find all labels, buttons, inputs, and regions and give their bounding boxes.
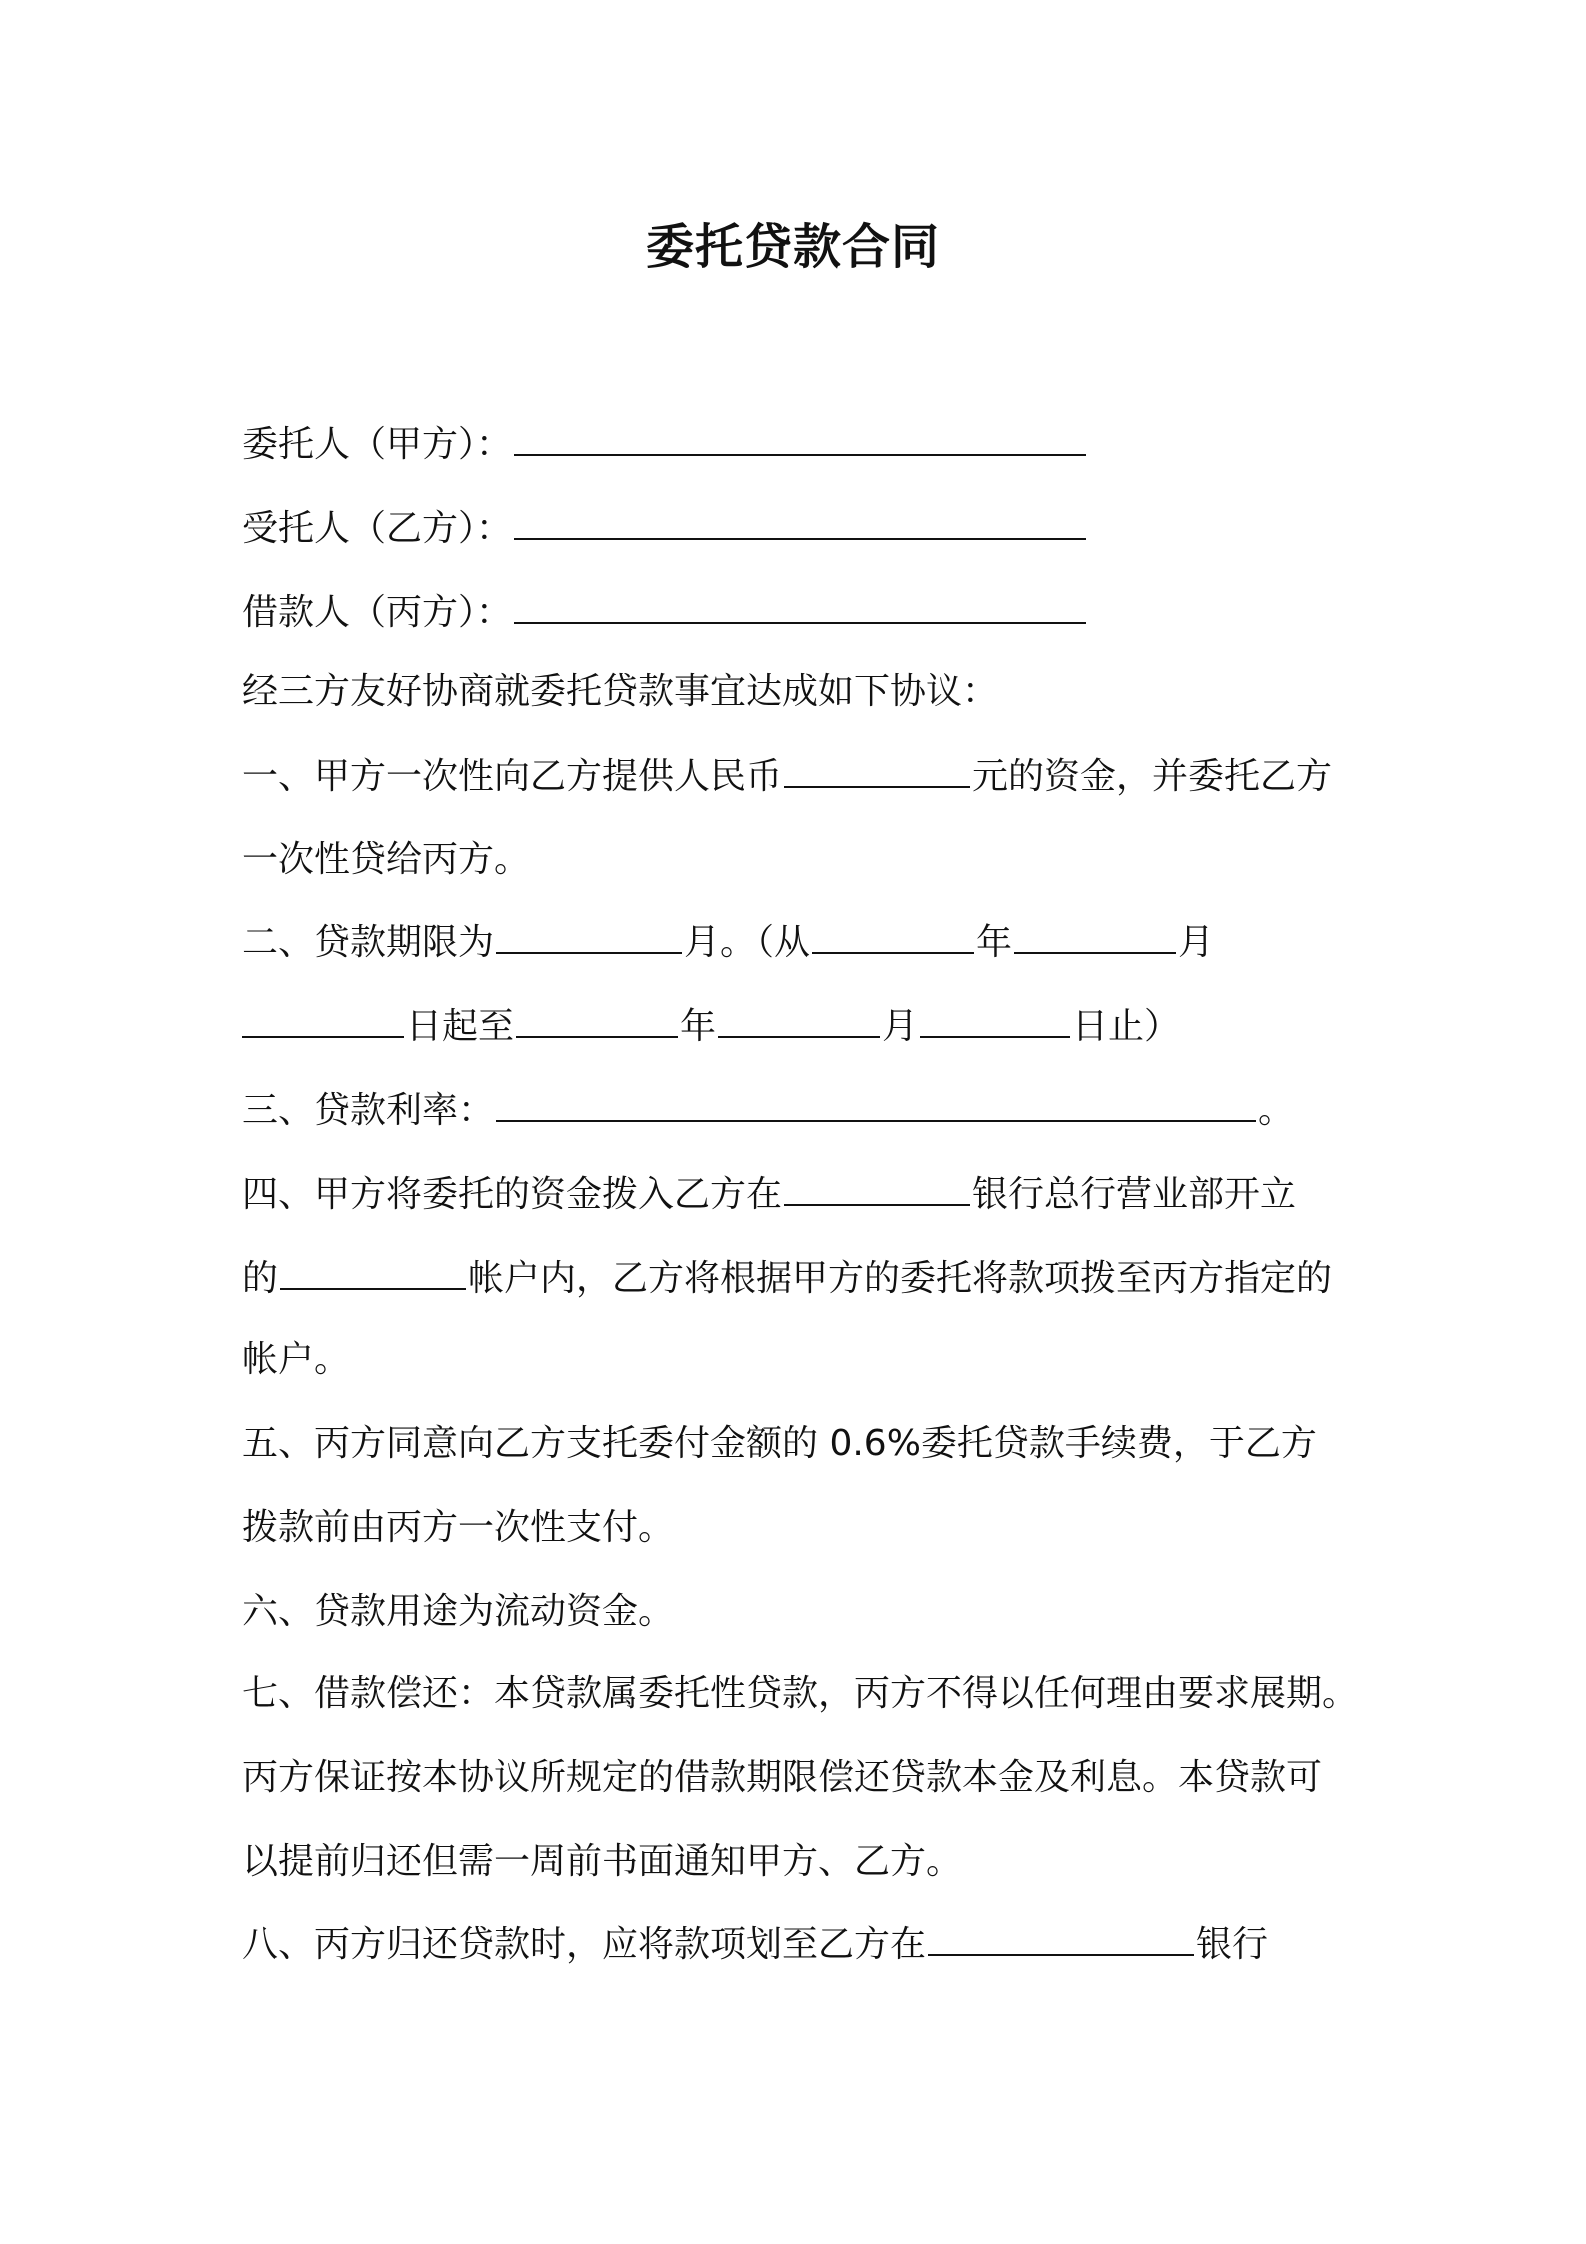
clause4-text-c: 的: [242, 1258, 279, 1299]
clause3-text-a: 三、贷款利率：: [242, 1090, 495, 1131]
clause2-text-f: 年: [680, 1006, 717, 1047]
clause8-text-a: 八、丙方归还贷款时，应将款项划至乙方在: [242, 1924, 927, 1965]
clause4-line3: 帐户。: [242, 1339, 351, 1380]
clause1-text-b: 元的资金，并委托乙方: [972, 756, 1333, 797]
party-b-line: [242, 504, 1088, 553]
clause2-text-b: 月。（从: [684, 922, 811, 963]
clause8-text-b: 银行: [1196, 1924, 1269, 1965]
clause2-text-e: 日起至: [406, 1006, 515, 1047]
start-year-blank[interactable]: [812, 918, 974, 954]
clause2-text-h: 日止）: [1072, 1006, 1181, 1047]
amount-blank[interactable]: [784, 752, 970, 788]
start-day-blank[interactable]: [242, 1002, 404, 1038]
party-c-blank[interactable]: [514, 588, 1086, 624]
start-month-blank[interactable]: [1014, 918, 1176, 954]
clause8-line1: [242, 1920, 1268, 1969]
party-a-blank[interactable]: [514, 420, 1086, 456]
clause4-text-a: 四、甲方将委托的资金拨入乙方在: [242, 1174, 783, 1215]
party-b-blank[interactable]: [514, 504, 1086, 540]
clause3-text-b: 。: [1258, 1090, 1295, 1131]
clause2-text-d: 月: [1178, 922, 1215, 963]
clause7-line1: 七、借款偿还：本贷款属委托性贷款，丙方不得以任何理由要求展期。: [242, 1673, 1359, 1714]
party-a-line: [242, 420, 1088, 469]
clause2-line1: [242, 918, 1214, 967]
bank-name-blank[interactable]: [784, 1170, 970, 1206]
clause4-line2: [242, 1254, 1332, 1303]
clause3-line: [242, 1086, 1294, 1135]
clause4-line1: [242, 1170, 1296, 1219]
clause2-line2: [242, 1002, 1180, 1051]
clause1-line1: [242, 752, 1332, 801]
clause6-line: 六、贷款用途为流动资金。: [242, 1591, 675, 1632]
end-month-blank[interactable]: [718, 1002, 880, 1038]
party-b-label: 受托人（乙方）：: [242, 508, 513, 549]
clause1-text-a: 一、甲方一次性向乙方提供人民币: [242, 756, 783, 797]
party-c-line: [242, 588, 1088, 637]
repayment-bank-blank[interactable]: [928, 1920, 1194, 1956]
clause5-line1: 五、丙方同意向乙方支托委付金额的 0.6%委托贷款手续费，于乙方: [242, 1423, 1317, 1464]
end-year-blank[interactable]: [516, 1002, 678, 1038]
intro-line: 经三方友好协商就委托贷款事宜达成如下协议：: [242, 671, 999, 712]
clause2-text-g: 月: [882, 1006, 919, 1047]
end-day-blank[interactable]: [920, 1002, 1070, 1038]
clause2-text-a: 二、贷款期限为: [242, 922, 495, 963]
document-title: 委托贷款合同: [645, 219, 940, 275]
account-blank[interactable]: [280, 1254, 466, 1290]
clause7-line2: 丙方保证按本协议所规定的借款期限偿还贷款本金及利息。本贷款可: [242, 1757, 1323, 1798]
clause2-text-c: 年: [976, 922, 1013, 963]
clause1-line2: 一次性贷给丙方。: [242, 839, 531, 880]
term-months-blank[interactable]: [496, 918, 682, 954]
party-a-label: 委托人（甲方）：: [242, 424, 513, 465]
clause4-text-d: 帐户内，乙方将根据甲方的委托将款项拨至丙方指定的: [468, 1258, 1333, 1299]
interest-rate-blank[interactable]: [496, 1086, 1256, 1122]
party-c-label: 借款人（丙方）：: [242, 592, 513, 633]
clause5-line2: 拨款前由丙方一次性支付。: [242, 1507, 675, 1548]
clause7-line3: 以提前归还但需一周前书面通知甲方、乙方。: [242, 1841, 963, 1882]
clause4-text-b: 银行总行营业部开立: [972, 1174, 1297, 1215]
